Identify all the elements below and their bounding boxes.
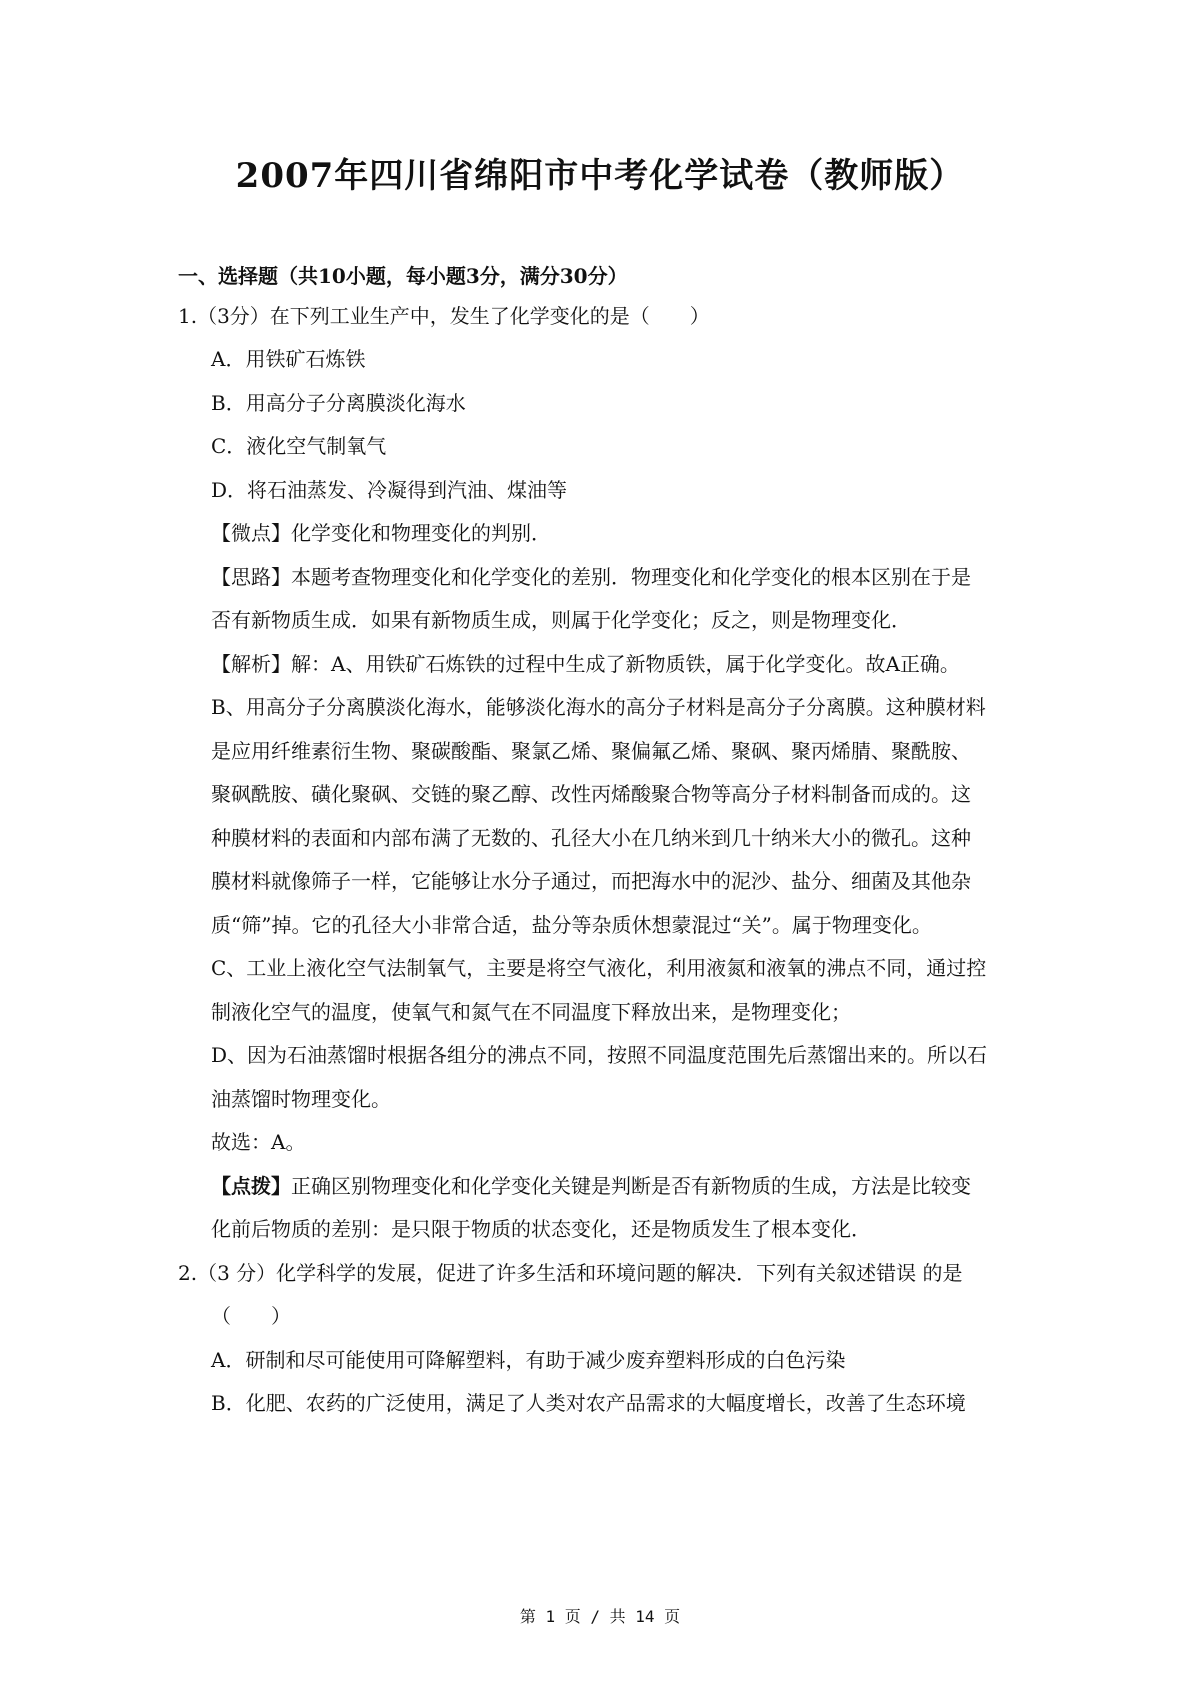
- weidian-line: [211, 521, 551, 545]
- weidian-text: 化学变化和物理变化的判别．: [291, 521, 551, 545]
- jiexi-line-7: 质“筛”掉。它的孔径大小非常合适，盐分等杂质休想蒙混过“关”。属于物理变化。: [211, 913, 932, 937]
- jiexi-line-5: 种膜材料的表面和内部布满了无数的、孔径大小在几纳米到几十纳米大小的微孔。这种: [211, 826, 971, 850]
- dianbo-text-1: 正确区别物理变化和化学变化关键是判断是否有新物质的生成，方法是比较变: [291, 1174, 971, 1198]
- question-1-option-d: D．将石油蒸发、冷凝得到汽油、煤油等: [211, 478, 568, 502]
- jiexi-tag: 【解析】: [211, 652, 291, 676]
- dianbo-line-1: [211, 1174, 971, 1198]
- question-1-option-b: B．用高分子分离膜淡化海水: [211, 391, 466, 415]
- dianbo-tag: 【点拨】: [211, 1174, 291, 1198]
- question-1-option-c: C．液化空气制氧气: [211, 434, 387, 458]
- jiexi-line-10: D、因为石油蒸馏时根据各组分的沸点不同，按照不同温度范围先后蒸馏出来的。所以石: [211, 1043, 988, 1067]
- question-2-option-a: A．研制和尽可能使用可降解塑料，有助于减少废弃塑料形成的白色污染: [211, 1348, 846, 1372]
- question-2-stem: 2.（3 分）化学科学的发展，促进了许多生活和环境问题的解决．下列有关叙述错误 的是: [178, 1261, 963, 1285]
- question-2-option-b: B．化肥、农药的广泛使用，满足了人类对农产品需求的大幅度增长，改善了生态环境: [211, 1391, 966, 1415]
- question-1-option-a: A．用铁矿石炼铁: [211, 347, 366, 371]
- jiexi-line-3: 是应用纤维素衍生物、聚碳酸酯、聚氯乙烯、聚偏氟乙烯、聚砜、聚丙烯腈、聚酰胺、: [211, 739, 971, 763]
- silu-text-1: 本题考查物理变化和化学变化的差别．物理变化和化学变化的根本区别在于是: [291, 565, 971, 589]
- jiexi-line-11: 油蒸馏时物理变化。: [211, 1087, 391, 1111]
- silu-line-1: [211, 565, 971, 589]
- jiexi-line-9: 制液化空气的温度，使氧气和氮气在不同温度下释放出来，是物理变化；: [211, 1000, 851, 1024]
- question-1-stem: 1.（3分）在下列工业生产中，发生了化学变化的是（ ）: [178, 304, 710, 328]
- jiexi-line-6: 膜材料就像筛子一样，它能够让水分子通过，而把海水中的泥沙、盐分、细菌及其他杂: [211, 869, 971, 893]
- page-footer: 第 1 页 / 共 14 页: [519, 1607, 681, 1626]
- answer-line: 故选：A。: [211, 1130, 306, 1154]
- weidian-tag: 【微点】: [211, 521, 291, 545]
- jiexi-line-2: B、用高分子分离膜淡化海水，能够淡化海水的高分子材料是高分子分离膜。这种膜材料: [211, 695, 986, 719]
- silu-line-2: 否有新物质生成．如果有新物质生成，则属于化学变化；反之，则是物理变化．: [211, 608, 911, 632]
- jiexi-line-4: 聚砜酰胺、磺化聚砜、交链的聚乙醇、改性丙烯酸聚合物等高分子材料制备而成的。这: [211, 782, 971, 806]
- dianbo-line-2: 化前后物质的差别：是只限于物质的状态变化，还是物质发生了根本变化．: [211, 1217, 871, 1241]
- jiexi-line-8: C、工业上液化空气法制氧气，主要是将空气液化，利用液氮和液氧的沸点不同，通过控: [211, 956, 987, 980]
- jiexi-text-1: 解：A、用铁矿石炼铁的过程中生成了新物质铁，属于化学变化。故A正确。: [291, 652, 960, 676]
- question-2-paren: （ ）: [211, 1304, 291, 1328]
- silu-tag: 【思路】: [211, 565, 291, 589]
- jiexi-line-1: [211, 652, 960, 676]
- page-title: 2007年四川省绵阳市中考化学试卷（教师版）: [235, 156, 965, 196]
- section-heading: 一、选择题（共10小题，每小题3分，满分30分）: [178, 264, 628, 288]
